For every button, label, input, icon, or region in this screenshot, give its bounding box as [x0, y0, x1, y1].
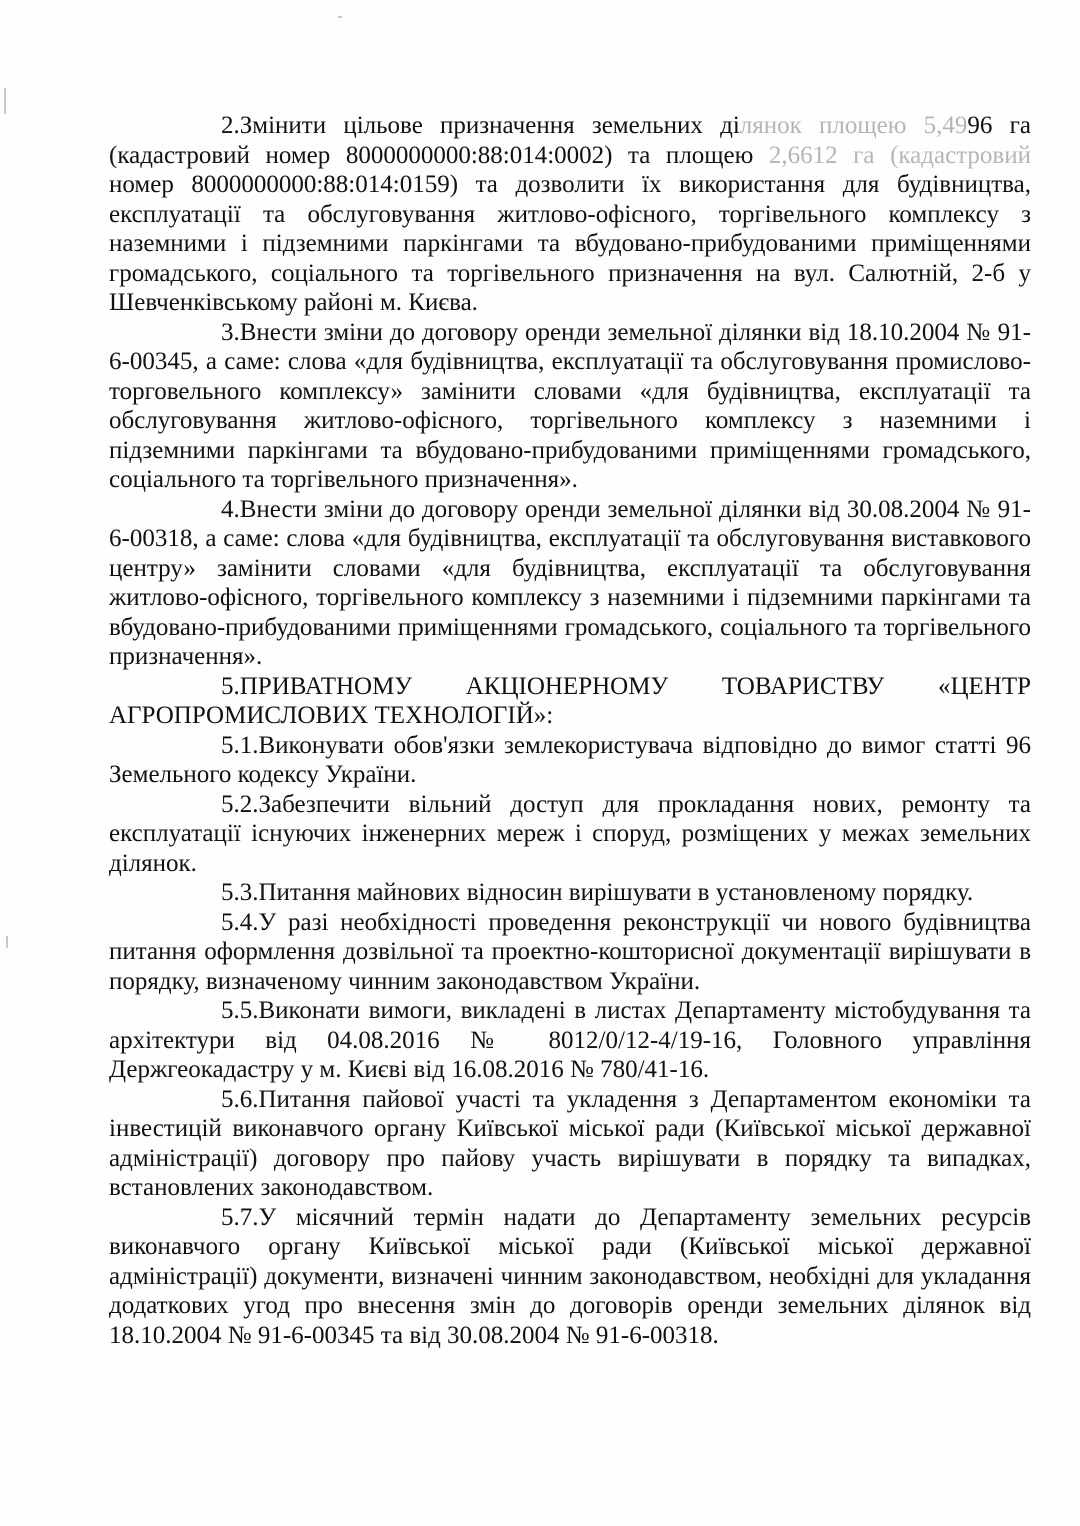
paragraph-text: номер 8000000000:88:014:0159) та дозволити їх використання для будівництва, експлуатації та обслуговування житлово-офісного, торгівельного комплексу з наземними і підземними паркінгами та вбудовано-прибудованими приміщеннями громадського, соціального та торгівельного призначення на вул. Салютній, 2-б у Шевченківському районі м. Києва. — [109, 171, 1031, 316]
paragraph-number: 5.7. — [221, 1203, 259, 1231]
paragraph-text: Виконувати обов'язки землекористувача відповідно до вимог статті 96 Земельного кодексу України. — [109, 731, 1031, 788]
paragraph-5-2 — [109, 790, 1031, 879]
paragraph-number: 5.3. — [221, 879, 259, 906]
scan-mark-left-2 — [6, 936, 8, 948]
paragraph-text: Забезпечити вільний доступ для прокладання нових, ремонту та експлуатації існуючих інженерних мереж і споруд, розміщених у межах земельних ділянок. — [109, 790, 1031, 877]
faded-text: лянок площею 5,49 — [739, 112, 968, 139]
paragraph-text: Питання пайової участі та укладення з Департаментом економіки та інвестицій виконавчого органу Київської міської ради (Київської міської державної адміністрації) договору про пайову участь вирішувати в порядку та випадках, встановлених законодавством. — [109, 1085, 1031, 1201]
paragraph-text: У місячний термін надати до Департаменту земельних ресурсів виконавчого органу Київської міської ради (Київської міської державної адміністрації) документи, визначені чинним законодавством, необхідні для укладання додаткових угод про внесення змін до договорів оренди земельних ділянок від 18.10.2004 № 91-6-00345 та від 30.08.2004 № 91-6-00318. — [109, 1203, 1031, 1349]
paragraph-number: 5.4. — [221, 908, 259, 936]
paragraph-number: 3. — [221, 318, 240, 346]
paragraph-text: ПРИВАТНОМУ АКЦІОНЕРНОМУ ТОВАРИСТВУ «ЦЕНТР АГРОПРОМИСЛОВИХ ТЕХНОЛОГІЙ»: — [109, 672, 1031, 729]
paragraph-number: 4. — [221, 495, 240, 523]
paragraph-5-5 — [109, 996, 1031, 1085]
paragraph-text: Внести зміни до договору оренди земельної ділянки від 30.08.2004 № 91-6-00318, а саме: слова «для будівництва, експлуатації та обслуговування виставкового центру» замінити словами «для будівництва, експлуатації та обслуговування житлово-офісного, торгівельного комплексу з наземними і підземними паркінгами та вбудовано-прибудованими приміщеннями громадського, соціального та торгівельного призначення». — [109, 495, 1031, 670]
paragraph-number: 5.2. — [221, 790, 259, 818]
paragraph-5-7 — [109, 1203, 1031, 1351]
scan-mark-left — [4, 88, 6, 114]
paragraph-5-6 — [109, 1085, 1031, 1203]
paragraph-number: 5.6. — [221, 1085, 259, 1113]
faded-text: 2,6612 га (кадастровий — [768, 141, 1031, 169]
paragraph-number: 2. — [221, 112, 240, 139]
scan-mark-top — [338, 16, 342, 18]
paragraph-5-4 — [109, 908, 1031, 997]
paragraph-text: 96 га (кадастровий номер 8000000000:88:014:0002) та площею — [109, 112, 1031, 169]
paragraph-5-3 — [109, 878, 1031, 908]
paragraph-text: Виконати вимоги, викладені в листах Департаменту містобудування та архітектури від 04.08.2016 № 8012/0/12-4/19-16, Головного управління Держгеокадастру у м. Києві від 16.08.2016 № 780/41-16. — [109, 997, 1031, 1083]
paragraph-5 — [109, 672, 1031, 731]
paragraph-2 — [109, 111, 1031, 318]
paragraph-text: Змінити цільове призначення земельних ді — [239, 112, 740, 139]
paragraph-text: Внести зміни до договору оренди земельної ділянки від 18.10.2004 № 91-6-00345, а саме: слова «для будівництва, експлуатації та обслуговування промислово-торговельного комплексу» замінити словами «для будівництва, експлуатації та обслуговування житлово-офісного, торгівельного комплексу з наземними і підземними паркінгами та вбудовано-прибудованими приміщеннями громадського, соціального та торгівельного призначення». — [109, 318, 1031, 493]
paragraph-text: Питання майнових відносин вирішувати в установленому порядку. — [258, 879, 974, 906]
paragraph-number: 5. — [221, 672, 240, 700]
paragraph-4 — [109, 495, 1031, 672]
paragraph-number: 5.5. — [221, 997, 259, 1024]
paragraph-text: У разі необхідності проведення реконструкції чи нового будівництва питання оформлення дозвільної та проектно-кошторисної документації вирішувати в порядку, визначеному чинним законодавством України. — [109, 908, 1031, 995]
paragraph-3 — [109, 318, 1031, 495]
paragraph-number: 5.1. — [221, 731, 259, 759]
document-body — [109, 111, 1031, 1350]
paragraph-5-1 — [109, 731, 1031, 790]
